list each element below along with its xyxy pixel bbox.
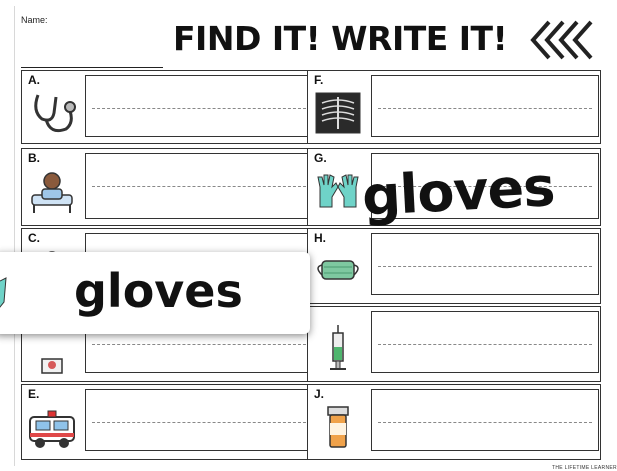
handwritten-answer: gloves	[360, 155, 556, 228]
syringe-icon	[312, 325, 364, 373]
task-cell-a	[21, 70, 317, 144]
cell-letter: F.	[314, 73, 324, 87]
pill-bottle-icon	[312, 403, 364, 451]
face-mask-icon	[312, 247, 364, 295]
page-title: FIND IT! WRITE IT!	[173, 19, 508, 58]
write-box[interactable]	[371, 311, 599, 373]
word-card-text: gloves	[74, 264, 243, 318]
write-box[interactable]	[85, 75, 313, 137]
stethoscope-icon	[26, 89, 78, 137]
write-box[interactable]	[85, 153, 313, 219]
cell-letter: H.	[314, 231, 326, 245]
write-box[interactable]	[371, 233, 599, 295]
write-box[interactable]	[371, 389, 599, 451]
name-label: Name:	[21, 15, 48, 25]
task-cell-h	[307, 228, 601, 304]
cell-letter: E.	[28, 387, 40, 401]
credit-text: THE LIFETIME LEARNER	[552, 465, 617, 471]
gloves-icon	[312, 167, 364, 215]
task-cell-f	[307, 70, 601, 144]
cell-letter: C.	[28, 231, 40, 245]
worksheet	[14, 6, 617, 471]
ambulance-icon	[26, 403, 78, 451]
patient-in-bed-icon	[26, 167, 78, 215]
cell-letter: A.	[28, 73, 40, 87]
chevrons-icon	[527, 20, 607, 60]
task-cell-i	[307, 306, 601, 382]
gloves-icon	[0, 272, 10, 312]
write-box[interactable]	[85, 389, 313, 451]
xray-icon	[312, 89, 364, 137]
cell-letter: B.	[28, 151, 40, 165]
write-box[interactable]	[371, 75, 599, 137]
task-cell-b	[21, 148, 317, 226]
name-line	[21, 67, 163, 68]
word-card[interactable]	[0, 252, 310, 334]
task-cell-j	[307, 384, 601, 460]
cell-letter: G.	[314, 151, 327, 165]
task-cell-e	[21, 384, 317, 460]
cell-letter: J.	[314, 387, 325, 401]
